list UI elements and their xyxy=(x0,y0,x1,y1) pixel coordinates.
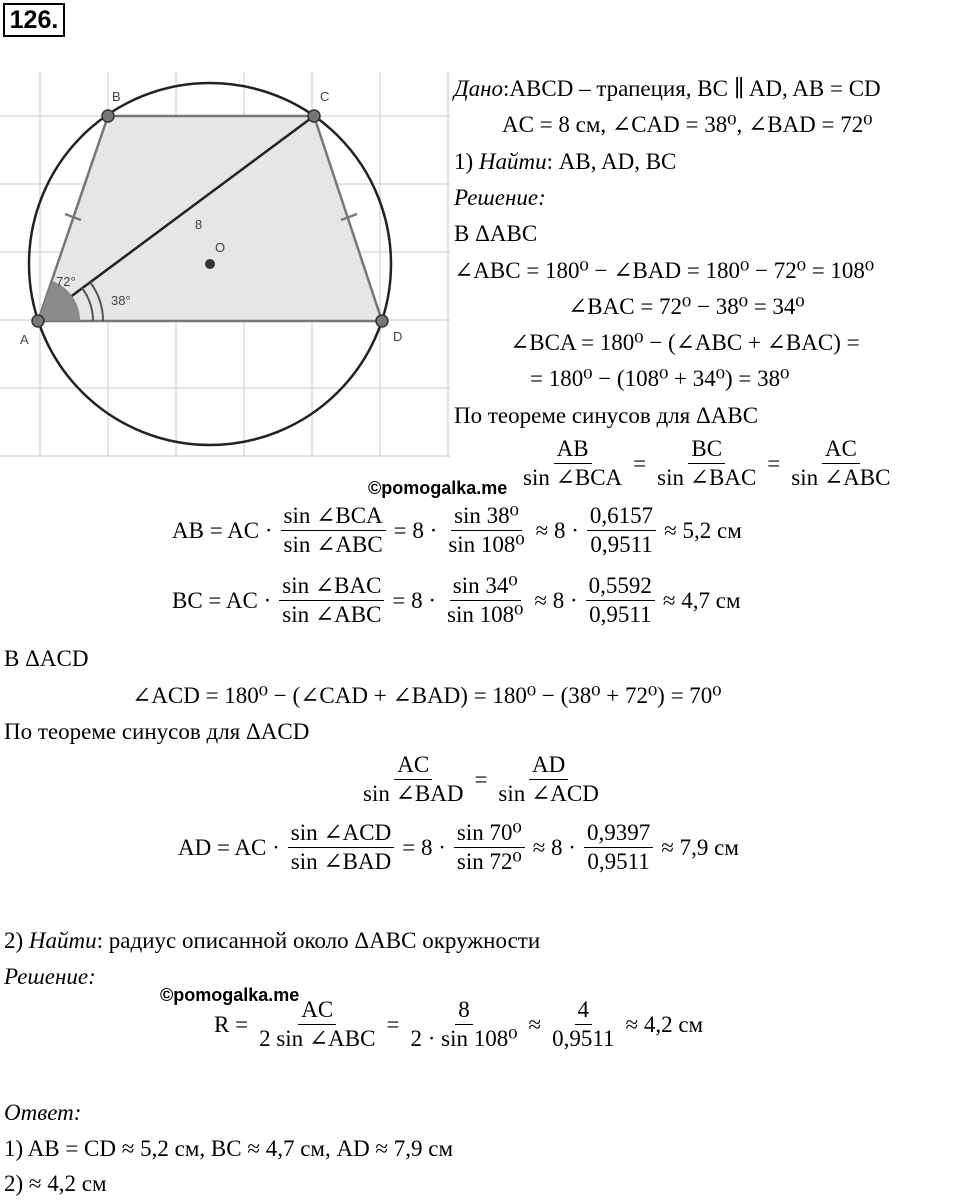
radius-calculation: R = $\frac{AC}{\text{2 sin ∠ABC}}$ = $\frac{8}{\text{2 · sin 108⁰}}$ ≈ $\frac{4}{0,9511}$ ≈ 4,2 см xyxy=(214,997,704,1051)
sine-rule-acd-heading: По теореме синусов для ΔACD xyxy=(4,719,310,744)
label-ac-length: 8 xyxy=(195,217,203,232)
label-o: O xyxy=(215,240,226,255)
part1-find: 1) Найти: AB, AD, BC xyxy=(454,149,677,174)
given-text-1: :ABCD – трапеция, BC ∥ AD, AB = CD xyxy=(503,76,881,101)
given-line-1 xyxy=(454,76,881,102)
answer-line-1: 1) AB = CD ≈ 5,2 см, BC ≈ 4,7 см, AD ≈ 7,9 см xyxy=(4,1136,454,1161)
point-d xyxy=(376,315,388,327)
ab-calculation: AB = AC · $\frac{\text{sin ∠BCA}}{\text{sin ∠ABC}}$ = 8 · $\frac{\text{sin 38⁰}}{\text{sin 108⁰}}$ ≈ 8 · $\frac{0,6157}{0,9511}$ ≈ 5,2 см xyxy=(172,503,742,557)
find-label: Найти xyxy=(478,149,547,174)
part2-solution-label: Решение: xyxy=(4,964,96,989)
label-angle-72: 72° xyxy=(56,274,76,289)
label-angle-38: 38° xyxy=(111,293,131,308)
sine-rule-abc-heading: По теореме синусов для ΔABC xyxy=(454,403,759,428)
fraction: $\frac{BC}{\text{sin ∠BAC}}$ xyxy=(657,436,757,490)
problem-number: 126. xyxy=(3,3,65,37)
given-label: Дано xyxy=(454,76,504,101)
point-b xyxy=(102,110,114,122)
fraction: $\frac{AB}{\text{sin ∠BCA}}$ xyxy=(523,436,623,490)
bc-calculation: BC = AC · $\frac{\text{sin ∠BAC}}{\text{sin ∠ABC}}$ = 8 · $\frac{\text{sin 34⁰}}{\text{sin 108⁰}}$ ≈ 8 · $\frac{0,5592}{0,9511}$ ≈ 4,7 см xyxy=(172,573,741,627)
label-c: C xyxy=(320,89,330,104)
label-d: D xyxy=(393,329,403,344)
given-line-2: AC = 8 см, ∠CAD = 38⁰, ∠BAD = 72⁰ xyxy=(502,112,873,137)
ad-calculation: AD = AC · $\frac{\text{sin ∠ACD}}{\text{sin ∠BAD}}$ = 8 · $\frac{\text{sin 70⁰}}{\text{sin 72⁰}}$ ≈ 8 · $\frac{0,9397}{0,9511}$ ≈ 7,9 см xyxy=(178,820,739,874)
point-o xyxy=(205,259,215,269)
law-of-sines-acd: $\frac{AC}{\text{sin ∠BAD}}$ = $\frac{AD}{\text{sin ∠ACD}}$ xyxy=(363,752,599,806)
law-of-sines-abc: $\frac{AB}{\text{sin ∠BCA}}$ = $\frac{BC}{\text{sin ∠BAC}}$ = $\frac{AC}{\text{sin ∠ABC}}$ xyxy=(520,436,893,491)
part2-find: 2) Найти: радиус описанной около ΔABC окружности xyxy=(4,928,541,953)
angle-bac-equation: ∠BAC = 72⁰ − 38⁰ = 34⁰ xyxy=(568,294,805,319)
angle-acd-equation: ∠ACD = 180⁰ − (∠CAD + ∠BAD) = 180⁰ − (38⁰ + 72⁰) = 70⁰ xyxy=(132,683,722,708)
label-a: A xyxy=(20,332,29,347)
angle-bca-equation-2: = 180⁰ − (108⁰ + 34⁰) = 38⁰ xyxy=(530,366,790,391)
point-a xyxy=(32,315,44,327)
triangle-abc-heading: В ΔABC xyxy=(454,221,538,246)
angle-bca-equation-1: ∠BCA = 180⁰ − (∠ABC + ∠BAC) = xyxy=(510,330,860,355)
angle-abc-equation: ∠ABC = 180⁰ − ∠BAD = 180⁰ − 72⁰ = 108⁰ xyxy=(454,258,875,283)
point-c xyxy=(308,110,320,122)
trapezoid-figure xyxy=(0,72,450,457)
answer-line-2: 2) ≈ 4,2 см xyxy=(4,1171,107,1196)
watermark: ©pomogalka.me xyxy=(368,478,508,498)
fraction: $\frac{AC}{\text{sin ∠ABC}}$ xyxy=(791,436,891,490)
trapezoid-fill xyxy=(38,116,382,321)
watermark: ©pomogalka.me xyxy=(160,985,300,1005)
part1-solution-label: Решение: xyxy=(454,185,546,210)
answer-label: Ответ: xyxy=(4,1100,82,1125)
label-b: B xyxy=(112,89,121,104)
triangle-acd-heading: В ΔACD xyxy=(4,646,89,671)
